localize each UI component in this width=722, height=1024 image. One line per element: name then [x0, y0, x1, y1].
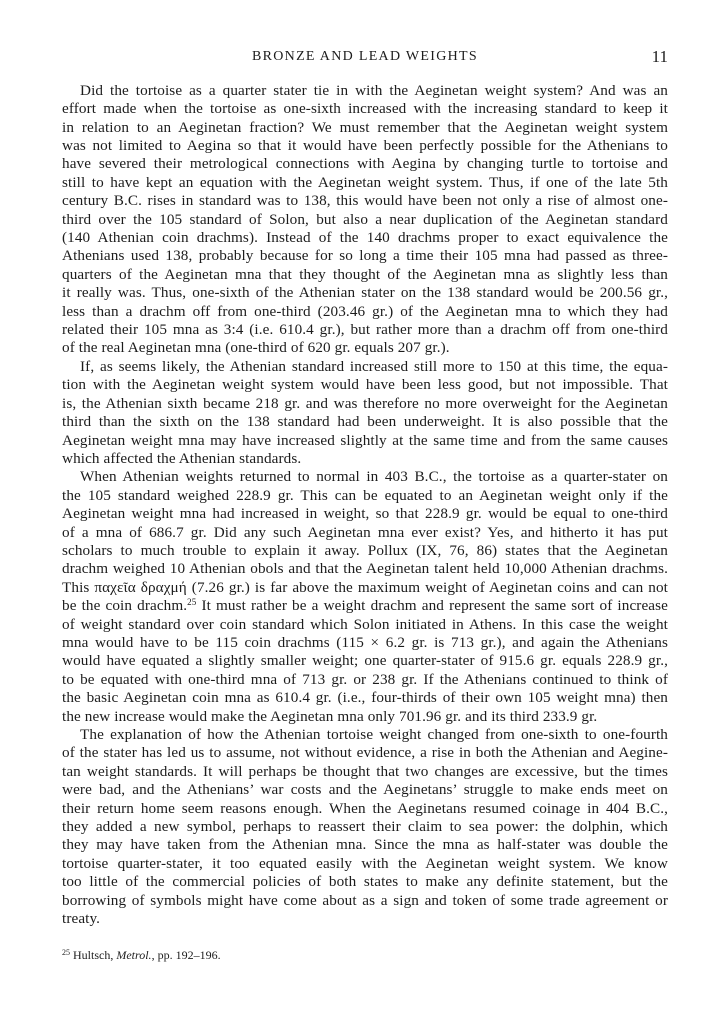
text-line: still to have kept an equation with the Aeginetan weight system. Thus, if one of the late 5th — [62, 173, 668, 191]
text-line: is, the Athenian sixth became 218 gr. and was therefore no more overweight for the Aeginetan — [62, 394, 668, 412]
text-line: of a mna of 686.7 gr. Did any such Aeginetan mna ever exist? Yes, and hitherto it has put — [62, 523, 668, 541]
text-line: they may have taken from the Athenian mna. Since the mna as half-stater was double the — [62, 836, 668, 854]
text-line: treaty. — [62, 910, 101, 928]
text-line: the 105 standard weighed 228.9 gr. This can be equated to an Aeginetan weight only if the — [62, 486, 668, 504]
text-line: This παχεῖα δραχμή (7.26 gr.) is far above the maximum weight of Aeginetan coins and can not — [62, 578, 668, 596]
text-line: it really was. Thus, one-sixth of the Athenian stater on the 138 standard would be 200.56 gr., — [62, 284, 668, 302]
paragraph — [62, 726, 668, 928]
text-line: The explanation of how the Athenian tortoise weight changed from one-sixth to one-fourth — [80, 726, 668, 744]
text-line: tan weight standards. It will perhaps be thought that two changes are excessive, but the times — [62, 762, 668, 780]
text-line: would have equated a slightly smaller weight; one quarter-stater of 915.6 gr. equals 228.9 gr., — [62, 652, 668, 670]
text-line: effort made when the tortoise as one-sixth increased with the increasing standard to keep it — [62, 100, 668, 118]
text-line: to be equated with one-third mna of 713 gr. or 238 gr. If the Athenians continued to think of — [62, 670, 668, 688]
text-line: too little of the commercial policies of both states to make any definite statement, but the — [62, 873, 668, 891]
text-line: of the real Aeginetan mna (one-third of 620 gr. equals 207 gr.). — [62, 339, 450, 357]
body-text — [62, 82, 668, 929]
text-fragment: be the coin drachm. — [62, 597, 188, 615]
text-line: century B.C. rises in standard was to 138, this would have been not only a rise of almost one- — [62, 192, 668, 210]
text-line: third over the 105 standard of Solon, but also a near duplication of the Aeginetan standard — [62, 210, 668, 228]
text-line: they added a new symbol, perhaps to reassert their claim to sea power: the dolphin, which — [62, 818, 668, 836]
footnote-author: Hultsch, — [73, 948, 117, 962]
paragraph — [62, 358, 668, 468]
running-title: BRONZE AND LEAD WEIGHTS — [251, 49, 479, 64]
text-line: drachm weighed 10 Athenian obols and that the Aeginetan talent held 10,000 Athenian drachms. — [62, 560, 668, 578]
page-number: 11 — [651, 47, 668, 66]
text-line: If, as seems likely, the Athenian standard increased still more to 150 at this time, the equa- — [80, 357, 668, 375]
text-line: When Athenian weights returned to normal in 403 B.C., the tortoise as a quarter-stater on — [80, 468, 668, 486]
text-line: tortoise quarter-stater, it too equated easily with the Aeginetan weight system. We know — [62, 854, 668, 872]
text-line: have severed their metrological connections with Aegina by changing turtle to tortoise and — [62, 155, 668, 173]
text-line: Aeginetan weight mna had increased in weight, so that 228.9 gr. would be equal to one-third — [62, 505, 668, 523]
text-line: was not limited to Aegina so that it would have been perfectly possible for the Athenians to — [62, 137, 668, 155]
text-line: which affected the Athenian standards. — [62, 449, 302, 467]
footnote — [62, 947, 668, 963]
paragraph — [62, 82, 668, 358]
text-line-with-note — [62, 597, 668, 615]
text-line: were bad, and the Athenians’ war costs and the Aeginetans’ struggle to make ends meet on — [62, 781, 668, 799]
text-line: their return home seem reasons enough. When the Aeginetans resumed coinage in 404 B.C., — [62, 799, 668, 817]
text-line: in relation to an Aeginetan fraction? We must remember that the Aeginetan weight system — [62, 118, 668, 136]
text-line: Aeginetan weight mna may have increased slightly at the same time and from the same causes — [62, 431, 668, 449]
text-line: less than a drachm off from one-third (203.46 gr.) of the Aeginetan mna to which they had — [62, 302, 668, 320]
footnote-pages: , pp. 192–196. — [151, 948, 221, 962]
footnote-reference[interactable]: 25 — [187, 597, 197, 608]
text-line: related their 105 mna as 3:4 (i.e. 610.4 gr.), but rather more than a drachm off from one-third — [62, 321, 668, 339]
text-line: of the stater has led us to assume, not without evidence, a rise in both the Athenian and Aegine- — [62, 744, 668, 762]
text-line: tion with the Aeginetan weight system would have been less good, but not impossible. That — [62, 376, 668, 394]
text-line: the new increase would make the Aeginetan mna only 701.96 gr. and its third 233.9 gr. — [62, 707, 598, 725]
footnote-number: 25 — [62, 948, 70, 957]
footnote-work-title: Metrol. — [116, 948, 152, 962]
text-line: borrowing of symbols might have come about as a sign and token of some trade agreement or — [62, 891, 668, 909]
text-line: (140 Athenian coin drachms). Instead of the 140 drachms proper to exact equivalence the — [62, 229, 668, 247]
text-line: of weight standard over coin standard which Solon initiated in Athens. In this case the weight — [62, 615, 668, 633]
text-line: Did the tortoise as a quarter stater tie in with the Aeginetan weight system? And was an — [80, 81, 668, 99]
running-header — [62, 47, 668, 67]
text-line: scholars to much trouble to explain it away. Pollux (IX, 76, 86) states that the Aeginetan — [62, 541, 668, 559]
text-line: third than the sixth on the 138 standard had been underweight. It is also possible that the — [62, 413, 668, 431]
paragraph — [62, 468, 668, 726]
text-fragment: It must rather be a weight drachm and represent the same sort of increase — [196, 597, 668, 615]
text-line: Athenians used 138, probably because for so long a time their 105 mna had passed as three- — [62, 247, 668, 265]
text-line: mna would have to be 115 coin drachms (115 × 6.2 gr. is 713 gr.), and again the Athenians — [62, 633, 668, 651]
text-line: the basic Aeginetan coin mna as 610.4 gr. (i.e., four-thirds of their own 105 weight mna) then — [62, 689, 668, 707]
text-line: quarters of the Aeginetan mna that they thought of the Aeginetan mna as slightly less than — [62, 265, 668, 283]
